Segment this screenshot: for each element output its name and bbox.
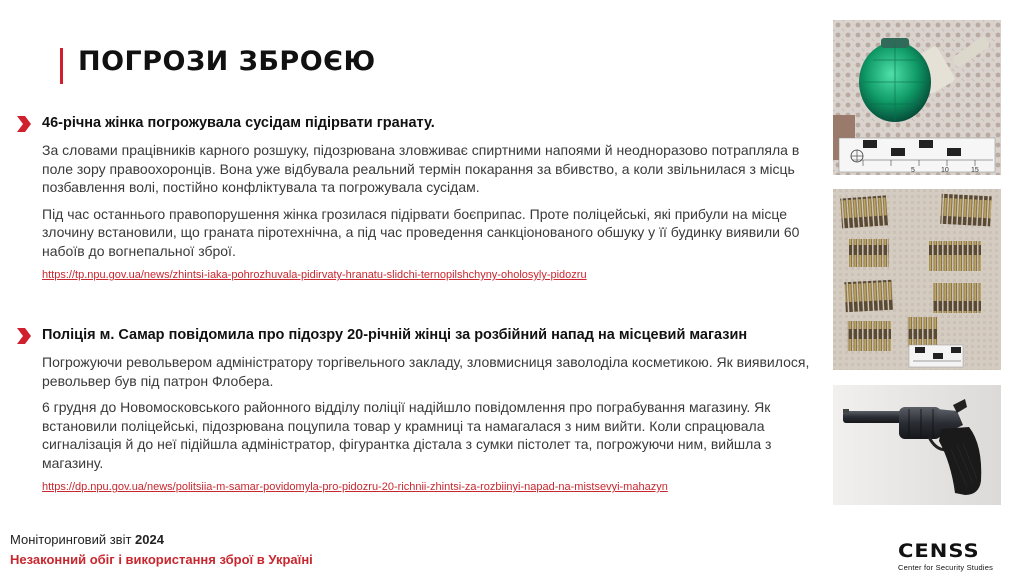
section-paragraph: 6 грудня до Новомосковського районного відділу поліції надійшло повідомлення про пограбування магазину. Як встановили поліцейські, підозрювана поцупила товар у крамниці та намагалася з ним вийти. Коли спрацювала сигналізація й до неї підійшла адміністратор, фігурантка дістала з сумки пістолет та, погрожуючи ним, вийшла з магазину. (42, 399, 772, 471)
title-accent-bar (60, 48, 63, 84)
logo-tagline: Center for Security Studies (898, 563, 994, 572)
section-paragraph: Під час останнього правопорушення жінка грозилася підірвати боєприпас. Проте поліцейські, які прибули на місце злочину встановили, що граната піротехнічна, а під час проведення санкціонованого обшуку у її будинку виявили 60 набоїв до вогнепальної зброї. (42, 205, 800, 259)
news-section-robbery (14, 325, 814, 493)
ruler-number: 5 (911, 167, 915, 174)
grenade-photo (833, 20, 1001, 175)
section-paragraph: Погрожуючи револьвером адміністратору торгівельного закладу, зловмисниця заволоділа косметикою. Як виявилося, револьвер був під патрон Флобера. (42, 354, 810, 389)
red-chevron-icon (14, 327, 32, 345)
logo-name: CENSS (898, 540, 980, 562)
section-heading: Поліція м. Самар повідомила про підозру 20-річній жінці за розбійний напад на місцевий магазин (42, 327, 748, 343)
footer-report-text: Моніторинговий звіт (10, 532, 132, 547)
source-link[interactable]: https://tp.npu.gov.ua/news/zhintsi-iaka-pohrozhuvala-pidirvaty-hranatu-slidchi-ternopilshchyny-oholosyly-pidozru (42, 269, 587, 281)
censs-logo (898, 541, 1010, 571)
source-link[interactable]: https://dp.npu.gov.ua/news/politsiia-m-samar-povidomyla-pro-pidozru-20-richnii-zhintsi-za-rozbiinyi-napad-na-mistsevyi-mahazyn (42, 481, 668, 493)
red-chevron-icon (14, 115, 32, 133)
footer-report-label (10, 532, 164, 547)
section-heading: 46-річна жінка погрожувала сусідам підірвати гранату. (42, 115, 435, 131)
news-section-grenade (14, 113, 814, 281)
revolver-photo (833, 385, 1001, 505)
ruler-number: 10 (941, 167, 949, 174)
footer-subtitle: Незаконний обіг і використання зброї в Україні (10, 552, 313, 567)
section-paragraph: За словами працівників карного розшуку, підозрювана зловживає спиртними напоями й неодноразово потрапляла в поле зору правоохоронців. Вона уже відбувала реальний термін покарання за вбивство, а коли звільнилася з місць позбавлення волі, постійно конфліктувала та погрожувала сусідам. (42, 142, 800, 195)
page-title: ПОГРОЗИ ЗБРОЄЮ (78, 46, 376, 77)
cartridges-photo (833, 189, 1001, 370)
footer-year: 2024 (135, 532, 164, 547)
ruler-number: 15 (971, 167, 979, 174)
